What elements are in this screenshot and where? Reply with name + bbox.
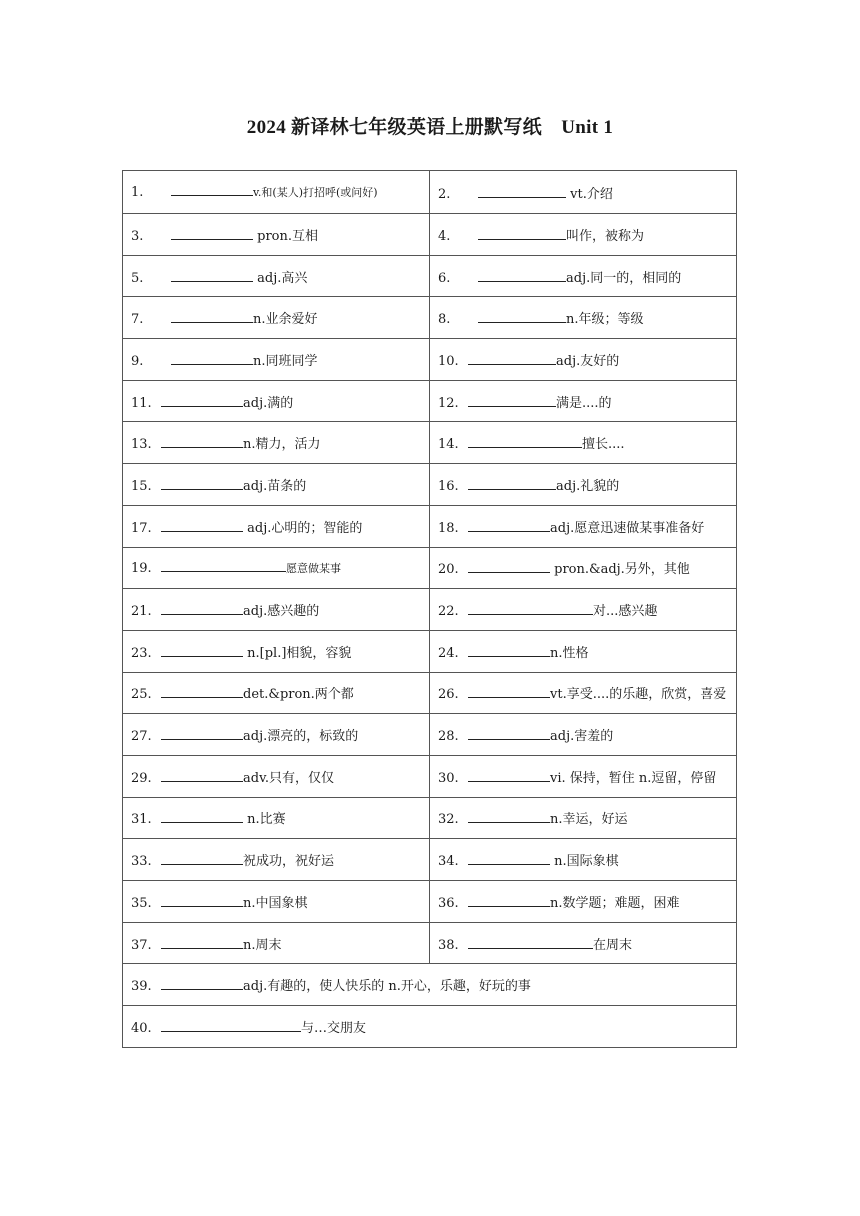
item-number: 26. [438, 687, 459, 703]
item-meaning: adj.有趣的，使人快乐的 n.开心，乐趣，好玩的事 [243, 979, 531, 995]
answer-blank[interactable] [171, 270, 253, 282]
item-35 [123, 881, 430, 923]
item-meaning: 在周末 [593, 937, 633, 953]
item-37 [123, 922, 430, 964]
item-number: 3. [131, 228, 144, 244]
item-number: 22. [438, 604, 459, 620]
answer-blank[interactable] [161, 520, 243, 532]
item-26 [430, 672, 737, 714]
item-number: 12. [438, 395, 459, 411]
item-19 [123, 547, 430, 589]
item-number: 19. [131, 560, 152, 576]
answer-blank[interactable] [161, 770, 243, 782]
item-36 [430, 881, 737, 923]
item-3 [123, 214, 430, 256]
item-number: 36. [438, 895, 459, 911]
item-34 [430, 839, 737, 881]
table-row [123, 630, 737, 672]
answer-blank[interactable] [171, 184, 253, 196]
answer-blank[interactable] [468, 853, 550, 865]
item-number: 13. [131, 437, 152, 453]
dictation-table [122, 170, 737, 1048]
answer-blank[interactable] [171, 311, 253, 323]
item-number: 40. [131, 1020, 152, 1036]
item-5 [123, 255, 430, 297]
item-meaning: n.幸运，好运 [550, 812, 628, 828]
answer-blank[interactable] [468, 436, 582, 448]
item-27 [123, 714, 430, 756]
item-31 [123, 797, 430, 839]
answer-blank[interactable] [478, 228, 566, 240]
item-number: 15. [131, 478, 152, 494]
item-meaning: 满是....的 [556, 395, 612, 411]
item-meaning: n.周末 [243, 937, 282, 953]
answer-blank[interactable] [161, 728, 243, 740]
item-number: 14. [438, 437, 459, 453]
table-row [123, 464, 737, 506]
item-meaning: vt.介绍 [566, 186, 613, 202]
answer-blank[interactable] [468, 728, 550, 740]
item-number: 23. [131, 645, 152, 661]
table-row [123, 547, 737, 589]
table-row [123, 839, 737, 881]
item-18 [430, 505, 737, 547]
item-number: 1. [131, 185, 144, 200]
item-meaning: n.性格 [550, 645, 589, 661]
item-meaning: adj.心明的；智能的 [243, 520, 363, 536]
answer-blank[interactable] [161, 811, 243, 823]
item-meaning: vt.享受....的乐趣，欣赏，喜爱 [550, 687, 727, 703]
item-number: 20. [438, 562, 459, 578]
item-number: 17. [131, 520, 152, 536]
item-number: 24. [438, 645, 459, 661]
page-title: 2024 新译林七年级英语上册默写纸 Unit 1 [246, 117, 614, 138]
item-meaning: det.&pron.两个都 [243, 687, 354, 703]
item-11 [123, 380, 430, 422]
item-number: 4. [438, 228, 451, 244]
answer-blank[interactable] [468, 937, 593, 949]
item-25 [123, 672, 430, 714]
item-9 [123, 339, 430, 381]
answer-blank[interactable] [468, 770, 550, 782]
item-40 [123, 1006, 737, 1048]
item-21 [123, 589, 430, 631]
item-meaning: v.和(某人)打招呼(或问好) [253, 186, 378, 199]
item-1 [123, 171, 430, 214]
item-meaning: n.比赛 [243, 812, 286, 828]
item-meaning: n.精力，活力 [243, 437, 321, 453]
item-22 [430, 589, 737, 631]
item-number: 39. [131, 979, 152, 995]
item-number: 31. [131, 812, 152, 828]
item-number: 5. [131, 270, 144, 286]
item-17 [123, 505, 430, 547]
item-meaning: adj.苗条的 [243, 478, 307, 494]
answer-blank[interactable] [468, 811, 550, 823]
item-meaning: 愿意做某事 [286, 561, 341, 575]
answer-blank[interactable] [468, 895, 550, 907]
table-row [123, 214, 737, 256]
item-23 [123, 630, 430, 672]
answer-blank[interactable] [161, 937, 243, 949]
answer-blank[interactable] [171, 353, 253, 365]
answer-blank[interactable] [468, 561, 550, 573]
item-7 [123, 297, 430, 339]
answer-blank[interactable] [161, 645, 243, 657]
item-meaning: pron.互相 [253, 228, 319, 244]
table-row [123, 672, 737, 714]
item-meaning: adj.漂亮的，标致的 [243, 729, 359, 745]
item-meaning: adj.害羞的 [550, 729, 614, 745]
answer-blank[interactable] [478, 311, 566, 323]
answer-blank[interactable] [478, 186, 566, 198]
item-29 [123, 755, 430, 797]
item-number: 34. [438, 854, 459, 870]
item-number: 18. [438, 520, 459, 536]
item-meaning: 擅长.... [582, 437, 625, 453]
table-row [123, 255, 737, 297]
answer-blank[interactable] [468, 395, 556, 407]
answer-blank[interactable] [468, 353, 556, 365]
item-number: 28. [438, 729, 459, 745]
item-meaning: 祝成功，祝好运 [243, 854, 335, 870]
item-meaning: vi. 保持，暂住 n.逗留，停留 [550, 770, 717, 786]
answer-blank[interactable] [468, 520, 550, 532]
item-meaning: n.中国象棋 [243, 895, 308, 911]
item-number: 21. [131, 604, 152, 620]
item-20 [430, 547, 737, 589]
item-number: 37. [131, 937, 152, 953]
table-row [123, 589, 737, 631]
item-meaning: adj.友好的 [556, 353, 620, 369]
item-24 [430, 630, 737, 672]
table-row [123, 922, 737, 964]
answer-blank[interactable] [161, 560, 286, 572]
answer-blank[interactable] [161, 686, 243, 698]
item-meaning: n.业余爱好 [253, 312, 318, 328]
item-15 [123, 464, 430, 506]
item-13 [123, 422, 430, 464]
item-meaning: adj.高兴 [253, 270, 308, 286]
item-number: 9. [131, 353, 144, 369]
item-number: 16. [438, 478, 459, 494]
answer-blank[interactable] [161, 895, 243, 907]
item-32 [430, 797, 737, 839]
answer-blank[interactable] [161, 978, 243, 990]
answer-blank[interactable] [468, 686, 550, 698]
table-row [123, 422, 737, 464]
item-8 [430, 297, 737, 339]
item-meaning: 与…交朋友 [301, 1020, 367, 1036]
item-number: 11. [131, 395, 152, 411]
item-number: 33. [131, 854, 152, 870]
item-meaning: n.国际象棋 [550, 854, 619, 870]
item-number: 35. [131, 895, 152, 911]
item-10 [430, 339, 737, 381]
item-number: 10. [438, 353, 459, 369]
item-meaning: adj.礼貌的 [556, 478, 620, 494]
answer-blank[interactable] [161, 478, 243, 490]
item-14 [430, 422, 737, 464]
table-row [123, 797, 737, 839]
answer-blank[interactable] [468, 478, 556, 490]
item-meaning: n.年级；等级 [566, 312, 644, 328]
answer-blank[interactable] [161, 603, 243, 615]
item-meaning: 叫作，被称为 [566, 228, 645, 244]
item-12 [430, 380, 737, 422]
table-row [123, 297, 737, 339]
item-number: 30. [438, 770, 459, 786]
item-number: 38. [438, 937, 459, 953]
item-39 [123, 964, 737, 1006]
item-meaning: n.同班同学 [253, 353, 318, 369]
table-row [123, 1006, 737, 1048]
item-meaning: adv.只有，仅仅 [243, 770, 335, 786]
item-2 [430, 171, 737, 214]
table-row [123, 505, 737, 547]
table-row [123, 964, 737, 1006]
item-meaning: n.数学题；难题，困难 [550, 895, 680, 911]
item-meaning: n.[pl.]相貌，容貌 [243, 645, 352, 661]
item-30 [430, 755, 737, 797]
item-number: 29. [131, 770, 152, 786]
item-16 [430, 464, 737, 506]
item-meaning: 对...感兴趣 [593, 604, 658, 620]
item-number: 2. [438, 186, 451, 202]
answer-blank[interactable] [171, 228, 253, 240]
item-6 [430, 255, 737, 297]
item-number: 32. [438, 812, 459, 828]
answer-blank[interactable] [161, 436, 243, 448]
table-row [123, 171, 737, 214]
item-number: 6. [438, 270, 451, 286]
table-row [123, 755, 737, 797]
item-meaning: adj.愿意迅速做某事准备好 [550, 520, 705, 536]
table-row [123, 714, 737, 756]
item-28 [430, 714, 737, 756]
answer-blank[interactable] [161, 1020, 301, 1032]
table-row [123, 380, 737, 422]
table-row [123, 339, 737, 381]
answer-blank[interactable] [468, 645, 550, 657]
item-33 [123, 839, 430, 881]
item-meaning: adj.感兴趣的 [243, 604, 320, 620]
item-38 [430, 922, 737, 964]
item-meaning: pron.&adj.另外，其他 [550, 562, 690, 578]
item-meaning: adj.同一的，相同的 [566, 270, 682, 286]
item-number: 27. [131, 729, 152, 745]
table-row [123, 881, 737, 923]
item-number: 7. [131, 312, 144, 328]
item-meaning: adj.满的 [243, 395, 294, 411]
answer-blank[interactable] [161, 395, 243, 407]
answer-blank[interactable] [468, 603, 593, 615]
item-number: 25. [131, 687, 152, 703]
answer-blank[interactable] [161, 853, 243, 865]
answer-blank[interactable] [478, 270, 566, 282]
item-number: 8. [438, 312, 451, 328]
item-4 [430, 214, 737, 256]
